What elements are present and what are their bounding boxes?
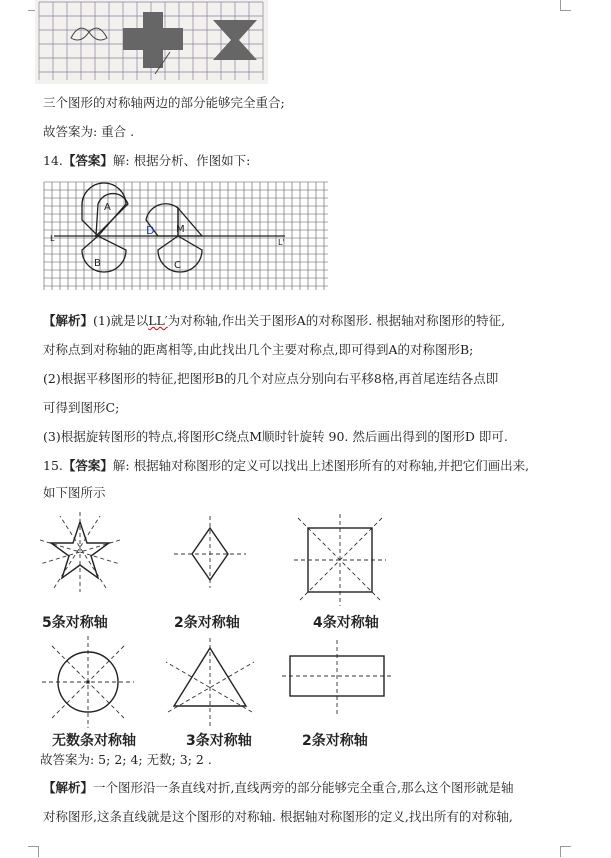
caption-rhombus: 2条对称轴 (174, 615, 240, 631)
analysis-14-p1-line2: 对称点到对称轴的距离相等,由此找出几个主要对称点,即可得到A的对称图形B; (43, 342, 474, 357)
answer-line-13-conclusion: 三个图形的对称轴两边的部分能够完全重合; (43, 95, 285, 110)
answer-text: 解: 根据分析、作图如下: (112, 153, 251, 168)
question-number: 15. (43, 458, 63, 473)
caption-star: 5条对称轴 (42, 615, 108, 631)
label-b: B (94, 258, 101, 269)
rectangle-figure (282, 632, 392, 732)
star-figure (40, 512, 120, 592)
corner-mark-top-right (560, 0, 571, 11)
question-15-answer-line1 (43, 458, 529, 474)
answer-15-final: 故答案为: 5; 2; 4; 无数; 3; 2 . (40, 752, 212, 767)
axis-name-ll: LL′ (148, 313, 168, 328)
analysis-15-line2: 对称图形,这条直线就是这个图形的对称轴. 根据轴对称图形的定义,找出所有的对称轴, (43, 809, 513, 824)
analysis-14-p3: (3)根据旋转图形的特点,将图形C绕点M顺时针旋转 90. 然后画出得到的图形D 即可. (43, 429, 508, 444)
analysis-14-p2-line1: (2)根据平移图形的特征,把图形B的几个对应点分别向右平移8格,再首尾连结各点即 (43, 371, 499, 386)
analysis-15-line1 (43, 780, 513, 796)
label-a: A (104, 202, 111, 213)
answer-text: 解: 根据轴对称图形的定义可以找出上述图形所有的对称轴,并把它们画出来, (112, 458, 530, 473)
label-d: D (146, 224, 155, 237)
caption-square: 4条对称轴 (313, 615, 379, 631)
analysis-text: (1)就是以 (93, 313, 149, 328)
corner-mark-bottom-left (28, 846, 39, 857)
answer-tag: 【答案】 (62, 458, 113, 473)
circle-figure (38, 632, 138, 732)
label-c: C (174, 260, 181, 271)
rhombus-figure (170, 512, 250, 592)
answer-line-13-final: 故答案为: 重合 . (43, 124, 135, 139)
q14-grid-figure (42, 180, 342, 292)
analysis-tag: 【解析】 (43, 780, 94, 795)
caption-circle: 无数条对称轴 (52, 733, 136, 749)
square-figure (290, 510, 390, 610)
analysis-14-p2-line2: 可得到图形C; (43, 400, 120, 415)
analysis-text: 一个图形沿一条直线对折,直线两旁的部分能够完全重合,那么这个图形就是轴 (93, 780, 514, 795)
question-number: 14. (43, 153, 63, 168)
label-l: L (50, 234, 55, 243)
label-l-prime: L' (278, 238, 285, 247)
caption-triangle: 3条对称轴 (186, 733, 252, 749)
question-15-answer-line2: 如下图所示 (43, 485, 106, 500)
label-m: M (176, 224, 185, 235)
shape-a (96, 194, 128, 236)
question-14-answer-heading (43, 153, 250, 169)
corner-mark-bottom-right (560, 846, 571, 857)
top-grid-figure (35, 0, 268, 84)
circle-center (86, 680, 89, 683)
analysis-14-p1-line1 (43, 313, 505, 329)
answer-tag: 【答案】 (62, 153, 113, 168)
caption-rectangle: 2条对称轴 (302, 733, 368, 749)
analysis-tag: 【解析】 (43, 313, 94, 328)
triangle-figure (160, 632, 260, 732)
analysis-text: 为对称轴,作出关于图形A的对称图形. 根据轴对称图形的特征, (167, 313, 506, 328)
